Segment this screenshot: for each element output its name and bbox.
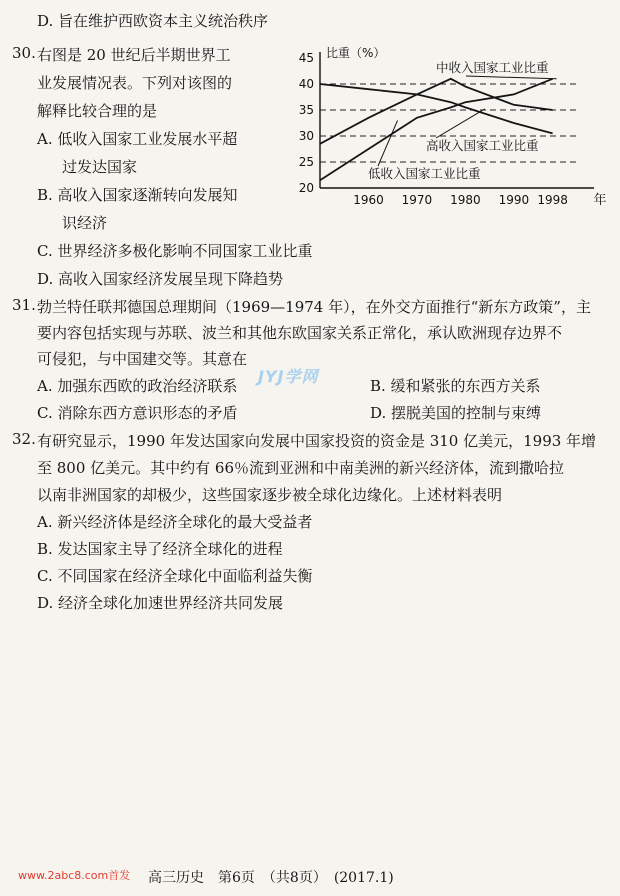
q32-line-2: 至 800 亿美元。其中约有 66％流到亚洲和中南美洲的新兴经济体，流到撒哈拉 — [37, 459, 565, 477]
q30-option-b: B. 高收入国家逐渐转向发展知 — [37, 186, 238, 204]
series-label: 低收入国家工业比重 — [368, 166, 481, 181]
q30-option-a: A. 低收入国家工业发展水平超 — [37, 130, 238, 148]
q31-option-b: B. 缓和紧张的东西方关系 — [370, 377, 541, 395]
industry-share-chart — [286, 42, 616, 214]
q29-option-d: D. 旨在维护西欧资本主义统治秩序 — [37, 12, 269, 30]
watermark-logo: JYJ学网 — [258, 367, 319, 386]
x-tick-label: 1998 — [537, 193, 568, 207]
q32-option-a: A. 新兴经济体是经济全球化的最大受益者 — [37, 513, 313, 531]
y-tick-label: 45 — [298, 51, 314, 65]
q31-line-2: 要内容包括实现与苏联、波兰和其他东欧国家关系正常化，承认欧洲现存边界不 — [37, 324, 563, 342]
q32-option-b: B. 发达国家主导了经济全球化的进程 — [37, 540, 283, 558]
q30-stem-line-1: 右图是 20 世纪后半期世界工 — [37, 46, 231, 64]
q31-line-1: 勃兰特任联邦德国总理期间（1969—1974 年），在外交方面推行“新东方政策”，主 — [37, 298, 591, 316]
y-tick-label: 25 — [298, 155, 314, 169]
q32-line-1: 有研究显示，1990 年发达国家向发展中国家投资的资金是 310 亿美元，1993 年增 — [37, 432, 597, 450]
y-axis-label: 比重（%） — [326, 46, 386, 60]
page-footer — [0, 867, 620, 889]
q32-line-3: 以南非洲国家的却极少，这些国家逐步被全球化边缘化。上述材料表明 — [37, 486, 503, 504]
y-tick-label: 40 — [298, 77, 314, 91]
y-tick-label: 35 — [298, 103, 314, 117]
footer-page-info: 高三历史 第6页 （共8页） (2017.1) — [148, 870, 394, 886]
q30-stem-line-2: 业发展情况表。下列对该图的 — [37, 74, 233, 92]
series-leader-line — [436, 109, 485, 138]
x-tick-label: 1960 — [353, 193, 384, 207]
q31-option-d: D. 摆脱美国的控制与束缚 — [370, 404, 542, 422]
series-line-3 — [320, 79, 553, 180]
q30-option-d: D. 高收入国家经济发展呈现下降趋势 — [37, 270, 284, 288]
series-label: 中收入国家工业比重 — [436, 60, 549, 75]
q31-option-a: A. 加强东西欧的政治经济联系 — [37, 377, 238, 395]
y-tick-label: 20 — [298, 181, 314, 195]
q31-option-c: C. 消除东西方意识形态的矛盾 — [37, 404, 238, 422]
x-tick-label: 1970 — [401, 193, 433, 207]
x-axis-label: 年 — [593, 193, 607, 208]
q32-option-d: D. 经济全球化加速世界经济共同发展 — [37, 594, 284, 612]
q30-option-b-cont: 识经济 — [62, 214, 108, 232]
series-leader-line — [378, 120, 398, 166]
q30-option-a-cont: 过发达国家 — [62, 158, 138, 176]
x-tick-label: 1980 — [450, 193, 481, 207]
series-label: 高收入国家工业比重 — [426, 138, 539, 153]
q32-option-c: C. 不同国家在经济全球化中面临利益失衡 — [37, 567, 313, 585]
q30-number: 30. — [12, 44, 36, 62]
q30-option-c: C. 世界经济多极化影响不同国家工业比重 — [37, 242, 313, 260]
y-tick-label: 30 — [298, 129, 314, 143]
q31-line-3: 可侵犯，与中国建交等。其意在 — [37, 350, 248, 368]
x-tick-label: 1990 — [498, 193, 530, 207]
series-leader-line — [466, 76, 557, 79]
footer-url: www.2abc8.com首发 — [18, 869, 131, 882]
q32-number: 32. — [12, 430, 36, 448]
q30-stem-line-3: 解释比较合理的是 — [37, 102, 158, 120]
q31-number: 31. — [12, 296, 36, 314]
